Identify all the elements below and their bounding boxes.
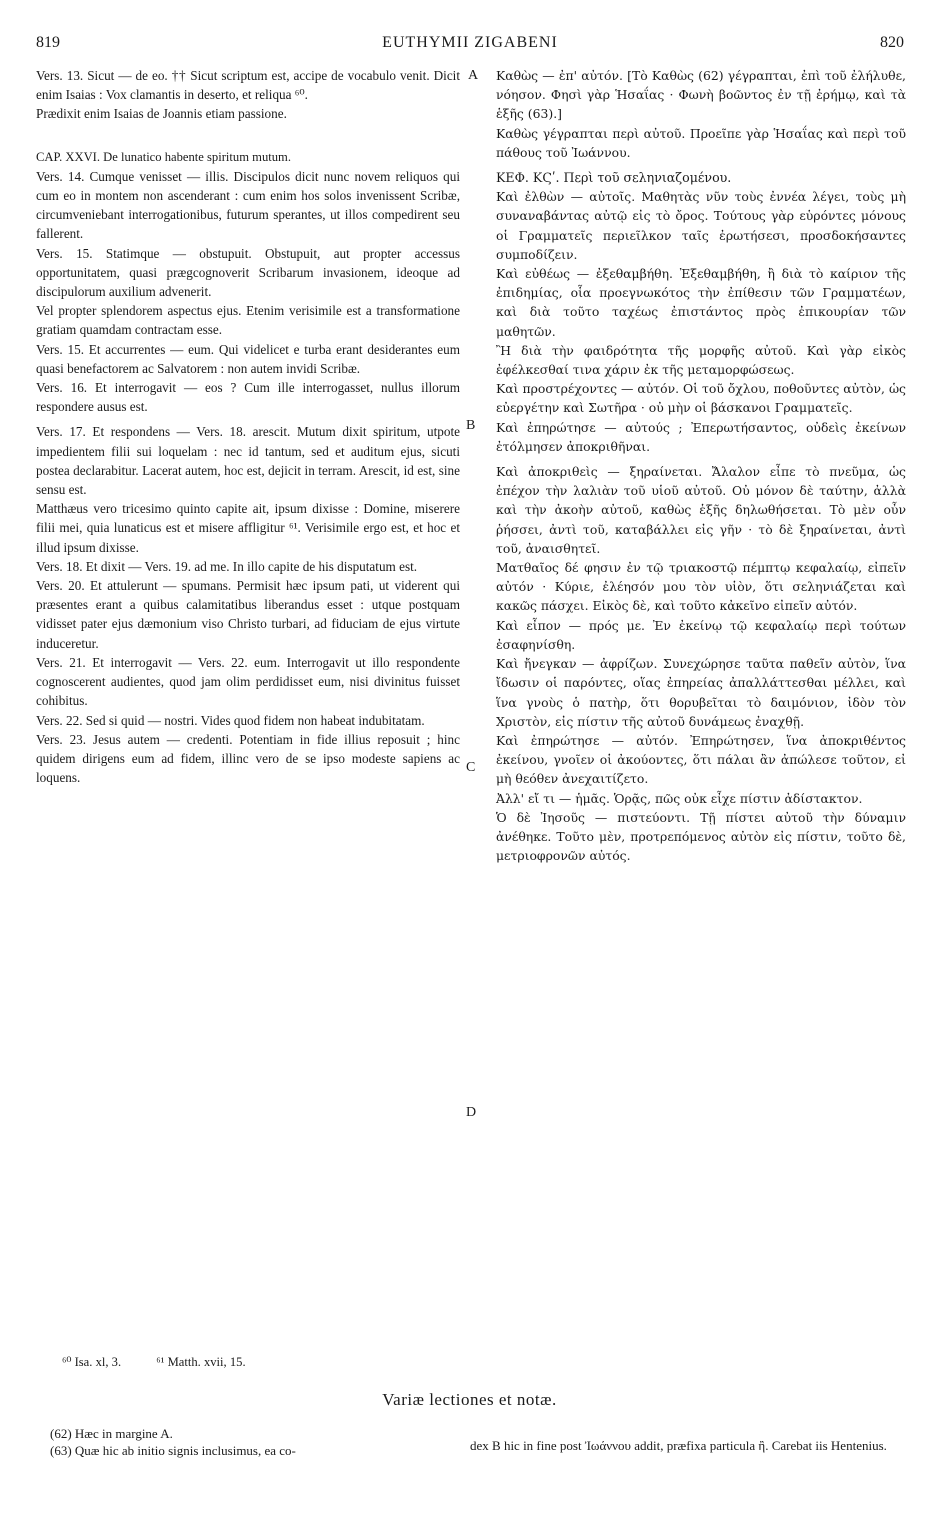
- note-63: (63) Quæ hic ab initio signis inclusimus, ea co-: [50, 1443, 296, 1458]
- variae-lectiones-heading: Variæ lectiones et notæ.: [382, 1390, 557, 1409]
- note-63-continued: dex B hic in fine post Ἰωάννου addit, præfixa particula ἢ. Carebat iis Hentenius.: [470, 1438, 887, 1453]
- footnote-61: ⁶¹ Matth. xvii, 15.: [156, 1355, 246, 1369]
- latin-paragraph: Vers. 13. Sicut — de eo. †† Sicut scriptum est, accipe de vocabulo venit. Dicit enim Isaias : Vox clamantis in deserto, et reliqua ⁶⁰.: [36, 68, 460, 103]
- greek-paragraph: Καὶ εἶπον — πρός με. Ἐν ἐκείνῳ τῷ κεφαλαίῳ περὶ τούτων ἐσαφηνίσθη.: [496, 617, 906, 652]
- greek-paragraph: Ὁ δὲ Ἰησοῦς — πιστεύοντι. Τῇ πίστει αὐτοῦ τὴν δύναμιν ἀνέθηκε. Τοῦτο μὲν, προτρεπόμενος αὐτὸν εἰς πίστιν, τοῦτο δὲ, μετριοφρονῶν αὐτός.: [496, 809, 906, 864]
- greek-column: [496, 66, 906, 865]
- notes-right-column: [470, 1437, 890, 1454]
- footnotes: [62, 1354, 278, 1370]
- greek-paragraph: Καὶ ἐλθὼν — αὐτοῖς. Μαθητὰς νῦν τοὺς ἐννέα λέγει, τοὺς μὴ συναναβάντας αὐτῷ εἰς τὸ ὄρος. Τούτους γὰρ εὑρόντες μόνους οἱ Γραμματεῖς περιεῖλκον ταῖς ἐρωτήσεσι, προσδοκήσαντες συμποδίζειν.: [496, 189, 906, 262]
- latin-paragraph: Vers. 15. Et accurrentes — eum. Qui videlicet e turba erant desiderantes eum quasi benefactorem ac Salvatorem : non autem invidi Scribæ.: [36, 341, 460, 376]
- latin-paragraph: Vers. 14. Cumque venisset — illis. Discipulos dicit nunc novem reliquos qui cum eo in montem non ascenderant : cum enim hos solos invenissent Scribæ, circumveniebant interrogationibus, futurum sperantes, ut illos compedirent seu fallerent.: [36, 168, 460, 242]
- latin-paragraph: Vers. 16. Et interrogavit — eos ? Cum ille interrogasset, nullus illorum respondere ausus est.: [36, 380, 460, 415]
- greek-paragraph: Καὶ ἤνεγκαν — ἀφρίζων. Συνεχώρησε ταῦτα παθεῖν αὐτὸν, ἵνα ἴδωσιν οἱ παρόντες, οἵας ἐπηρείας ἀπαλλάττεσθαι μέλλει, καὶ ἵνα γνοὺς ὁ πατὴρ, ὅτι θορυβεῖται τὸ δαιμόνιον, ἰδὸν τὸν Χριστὸν, εἰς πίστιν τῆς αὐτοῦ δυνάμεως ἐναχθῇ.: [496, 656, 906, 729]
- spacer: [36, 124, 460, 148]
- latin-paragraph: Vers. 15. Statimque — obstupuit. Obstupuit, aut propter accessus opportunitatem, quasi prægcognoverit Scribarum invasionem, ideoque ad discipulorum auxilium advenerit.: [36, 245, 460, 300]
- running-title: EUTHYMII ZIGABENI: [382, 34, 558, 51]
- notes-left-column: [50, 1425, 450, 1459]
- latin-paragraph: Vers. 18. Et dixit — Vers. 19. ad me. In illo capite de his disputatum est.: [36, 558, 418, 574]
- chapter-heading-greek: ΚΕΦ. ΚϚʹ. Περὶ τοῦ σεληνιαζομένου.: [496, 170, 732, 186]
- page-number-right: 820: [880, 34, 904, 51]
- note-62: (62) Hæc in margine A.: [50, 1426, 173, 1441]
- greek-paragraph: Ἀλλ' εἴ τι — ἡμᾶς. Ὁρᾷς, πῶς οὐκ εἶχε πίστιν ἀδίστακτον.: [496, 790, 863, 806]
- margin-marker-a: A: [468, 68, 479, 83]
- latin-paragraph: Vers. 20. Et attulerunt — spumans. Permisit hæc ipsum pati, ut viderent qui præsentes erant a quibus calamitatibus liberandus esset : utque postquam vidisset pater ejus dæmonium viso Christo turbari, ad fiduciam de ejus virtute induceretur.: [36, 578, 460, 651]
- greek-paragraph: Καὶ προστρέχοντες — αὐτόν. Οἱ τοῦ ὄχλου, ποθοῦντες αὐτὸν, ὡς εὐεργέτην καὶ Σωτῆρα · οὐ μὴν οἱ βάσκανοι Γραμματεῖς.: [496, 381, 906, 416]
- latin-paragraph: Vers. 23. Jesus autem — credenti. Potentiam in fide illius reposuit ; hinc quidem dirigens eum ad fidem, illinc vero de se ipso modeste sapiens ac loquens.: [36, 731, 460, 786]
- latin-paragraph: Vers. 22. Sed si quid — nostri. Vides quod fidem non habeat indubitatam.: [36, 712, 425, 728]
- greek-paragraph: Καθὼς — ἐπ' αὐτόν. [Τὸ Καθὼς (62) γέγραπται, ἐπὶ τοῦ ἐλήλυθε, νόησον. Φησὶ γὰρ Ἡσαΐας · Φωνὴ βοῶντος ἐν τῇ ἐρήμῳ, καὶ τὰ ἑξῆς (63).]: [496, 68, 906, 122]
- latin-paragraph: Matthæus vero tricesimo quinto capite ait, ipsum dixisse : Domine, miserere filii mei, quia lunaticus est et misere affligitur ⁶¹. Verisimile ergo est, et hoc et illud ipsum dixisse.: [36, 501, 460, 555]
- chapter-heading-latin: CAP. XXVI. De lunatico habente spiritum mutum.: [36, 149, 291, 164]
- footnote-60: ⁶⁰ Isa. xl, 3.: [62, 1355, 122, 1369]
- greek-paragraph: Ματθαῖος δέ φησιν ἐν τῷ τριακοστῷ πέμπτῳ κεφαλαίῳ, εἰπεῖν αὐτόν · Κύριε, ἐλέησόν μου τὸν υἱὸν, ὅτι σεληνιάζεται καὶ κακῶς πάσχει. Εἰκὸς δὲ, καὶ τοῦτο κἀκεῖνο εἰπεῖν αὐτόν.: [496, 560, 906, 614]
- greek-paragraph: Καὶ ἀποκριθεὶς — ξηραίνεται. Ἄλαλον εἶπε τὸ πνεῦμα, ὡς ἐπέχον τὴν λαλιὰν τοῦ υἱοῦ αὐτοῦ. Οὐ μόνον δὲ ταύτην, ἀλλὰ καὶ τὴν ἀκοὴν αὐτοῦ, καθὼς ἑξῆς δηλωθήσεται. Τὸ μὲν οὖν ῥήσσει, ἀντὶ τοῦ, καταβάλλει εἰς γῆν · τὸ δὲ ξηραίνεται, ἀντὶ τοῦ, ἀναισθητεῖ.: [496, 464, 906, 556]
- latin-column: [36, 66, 460, 787]
- greek-paragraph: Καὶ ἐπηρώτησε — αὐτόν. Ἐπηρώτησεν, ἵνα ἀποκριθέντος ἐκείνου, γνοῖεν οἱ ἀκούοντες, ὅτι πάλαι ἂν ἀπώλεσε τοῦτον, εἰ μὴ θεόθεν ἀνεχαιτίζετο.: [496, 732, 906, 787]
- latin-paragraph: Prædixit enim Isaias de Joannis etiam passione.: [36, 106, 287, 122]
- greek-paragraph: Καὶ ἐπηρώτησε — αὐτούς ; Ἐπερωτήσαντος, οὐδεὶς ἐκείνων ἐτόλμησεν ἀποκριθῆναι.: [496, 419, 906, 454]
- greek-paragraph: Καὶ εὐθέως — ἐξεθαμβήθη. Ἐξεθαμβήθη, ἢ διὰ τὸ καίριον τῆς ἐπιδημίας, οἷα προεγνωκότος τὴν ἐπίθεσιν τῶν Γραμματέων, καὶ διὰ τοῦτο ταχέως ἐπιστάντος πρὸς ἐπικουρίαν τῶν μαθητῶν.: [496, 266, 906, 339]
- latin-paragraph: Vel propter splendorem aspectus ejus. Etenim verisimile est a transformatione gratiam quamdam contractam esse.: [36, 303, 460, 338]
- latin-paragraph: Vers. 21. Et interrogavit — Vers. 22. eum. Interrogavit ut illo respondente cognoscerent audientes, quod jam olim perdidisset eum, nisi divinitus fuisset cohibitus.: [36, 654, 460, 709]
- greek-paragraph: Καθὼς γέγραπται περὶ αὐτοῦ. Προεῖπε γὰρ Ἡσαΐας καὶ περὶ τοῦ πάθους τοῦ Ἰωάννου.: [496, 125, 906, 160]
- margin-marker-c: C: [466, 760, 476, 775]
- margin-marker-b: B: [466, 418, 476, 433]
- margin-marker-d: D: [466, 1105, 477, 1120]
- page-header: [36, 34, 904, 58]
- latin-paragraph: Vers. 17. Et respondens — Vers. 18. arescit. Mutum dixit spiritum, utpote impedientem filii sui loquelam : nec id tantum, sed et auditum ejus, sicuti postea declarabitur. Lacerat autem, hoc est, dejicit in terram. Arescit, id est, sine sensu est.: [36, 424, 460, 498]
- page-number-left: 819: [36, 34, 60, 51]
- greek-paragraph: Ἢ διὰ τὴν φαιδρότητα τῆς μορφῆς αὐτοῦ. Καὶ γὰρ εἰκὸς ἐφέλκεσθαί τινα χάριν ἐκ τῆς μεταμορφώσεως.: [496, 342, 906, 378]
